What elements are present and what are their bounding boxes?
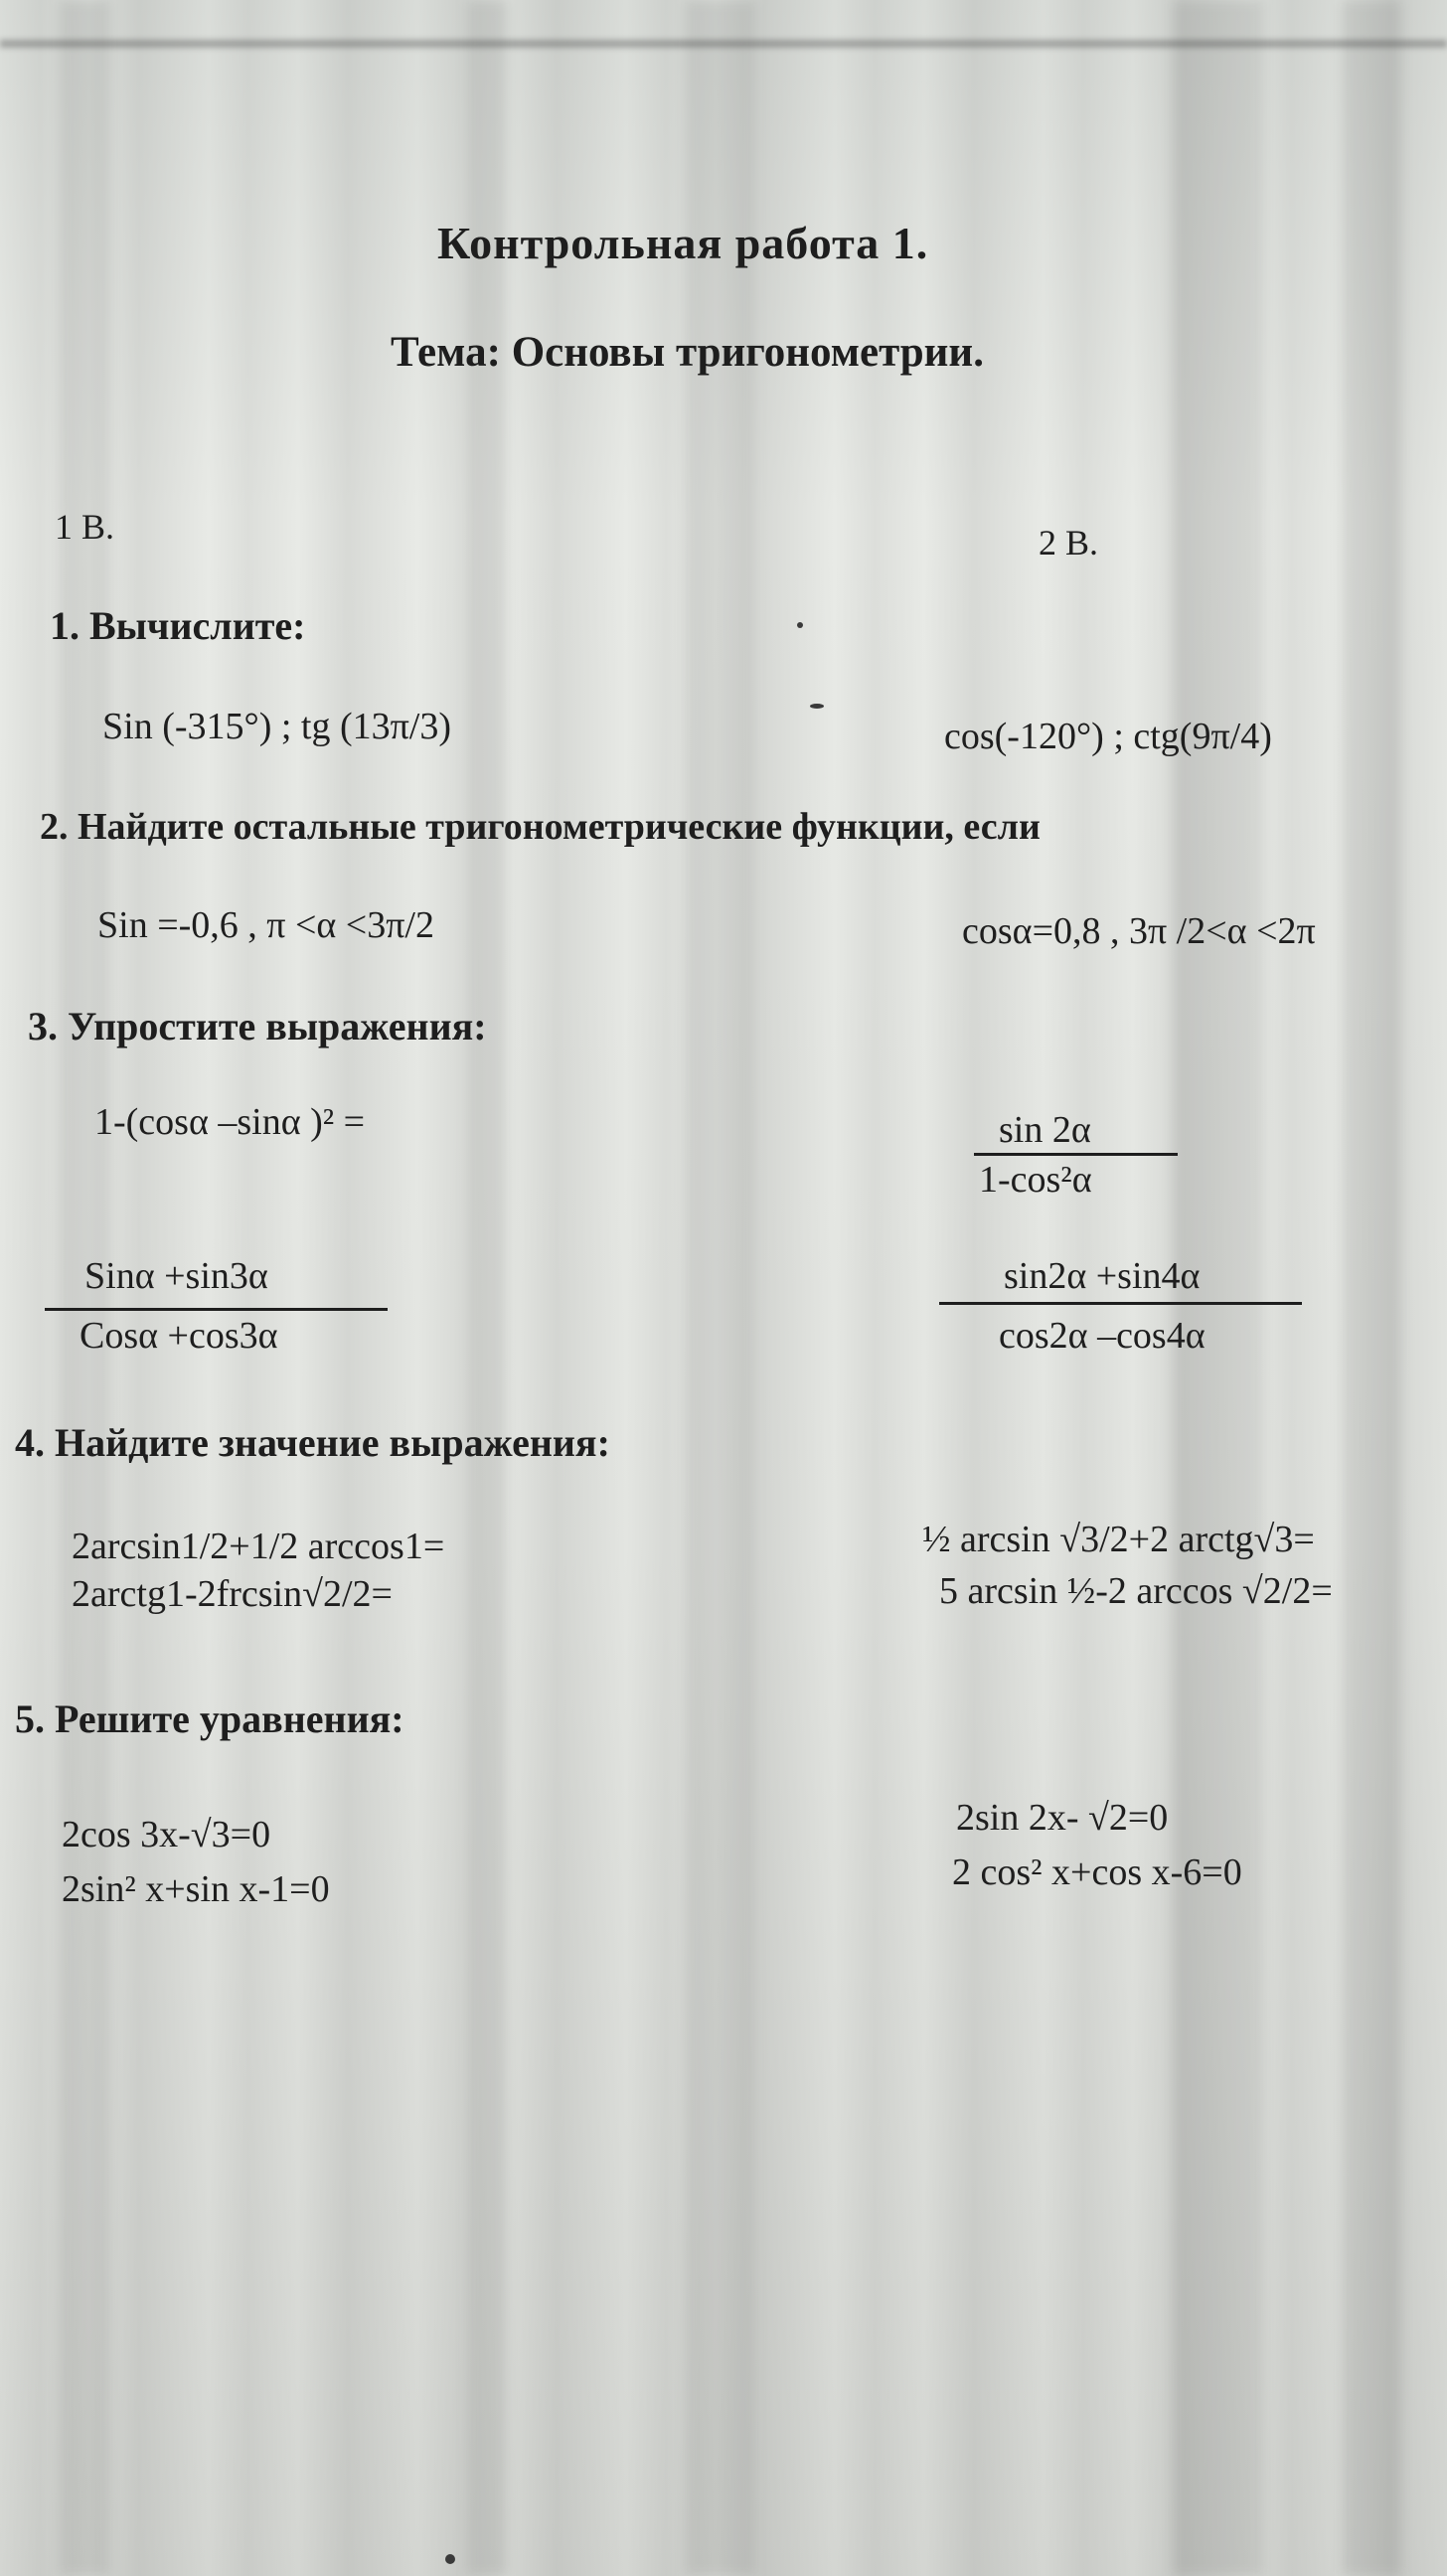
- task-3-variant-1-b-denominator: Cosα +cos3α: [80, 1315, 278, 1357]
- task-2-variant-2: cosα=0,8 , 3π /2<α <2π: [962, 910, 1316, 952]
- task-2-heading: 2. Найдите остальные тригонометрические функции, если: [40, 806, 1041, 848]
- task-2-variant-1: Sin =-0,6 , π <α <3π/2: [97, 904, 434, 946]
- print-streak: [467, 0, 507, 2576]
- print-streak: [686, 0, 755, 2576]
- print-streak: [1342, 0, 1401, 2576]
- task-3-variant-2-a-denominator: 1-cos²α: [979, 1159, 1092, 1201]
- task-5-variant-2-a: 2sin 2x- √2=0: [956, 1797, 1169, 1839]
- page-title: Контрольная работа 1.: [437, 218, 929, 268]
- ink-speck: [810, 704, 824, 709]
- ink-speck: [445, 2554, 455, 2564]
- task-1-heading: 1. Вычислите:: [50, 603, 306, 648]
- task-5-variant-1-b: 2sin² x+sin x-1=0: [62, 1868, 330, 1910]
- task-3-variant-2-b-numerator: sin2α +sin4α: [1004, 1255, 1201, 1297]
- variant-1-label: 1 В.: [55, 507, 115, 547]
- task-4-variant-2-b: 5 arcsin ½-2 arccos √2/2=: [939, 1570, 1333, 1612]
- page-subtitle: Тема: Основы тригонометрии.: [391, 329, 984, 376]
- task-4-variant-1-a: 2arcsin1/2+1/2 arccos1=: [72, 1526, 445, 1567]
- task-5-variant-2-b: 2 cos² x+cos x-6=0: [952, 1852, 1242, 1893]
- task-3-variant-2-b-denominator: cos2α –cos4α: [999, 1315, 1206, 1357]
- task-3-variant-1-a: 1-(cosα –sinα )² =: [94, 1101, 366, 1143]
- task-3-heading: 3. Упростите выражения:: [28, 1004, 487, 1048]
- fraction-bar: [939, 1302, 1302, 1305]
- task-4-variant-2-a: ½ arcsin √3/2+2 arctg√3=: [922, 1519, 1315, 1560]
- ink-speck: [797, 622, 803, 628]
- task-3-variant-1-b-numerator: Sinα +sin3α: [84, 1255, 268, 1297]
- fraction-bar: [45, 1308, 388, 1311]
- task-4-variant-1-b: 2arctg1-2frcsin√2/2=: [72, 1573, 393, 1615]
- task-5-variant-1-a: 2cos 3x-√3=0: [62, 1814, 271, 1855]
- task-1-variant-1: Sin (-315°) ; tg (13π/3): [102, 706, 452, 747]
- variant-2-label: 2 В.: [1039, 523, 1099, 563]
- task-3-variant-2-a-numerator: sin 2α: [999, 1109, 1091, 1151]
- fraction-bar: [974, 1153, 1178, 1156]
- task-5-heading: 5. Решите уравнения:: [15, 1696, 404, 1741]
- task-4-heading: 4. Найдите значение выражения:: [15, 1420, 610, 1465]
- task-1-variant-2: cos(-120°) ; ctg(9π/4): [944, 716, 1272, 757]
